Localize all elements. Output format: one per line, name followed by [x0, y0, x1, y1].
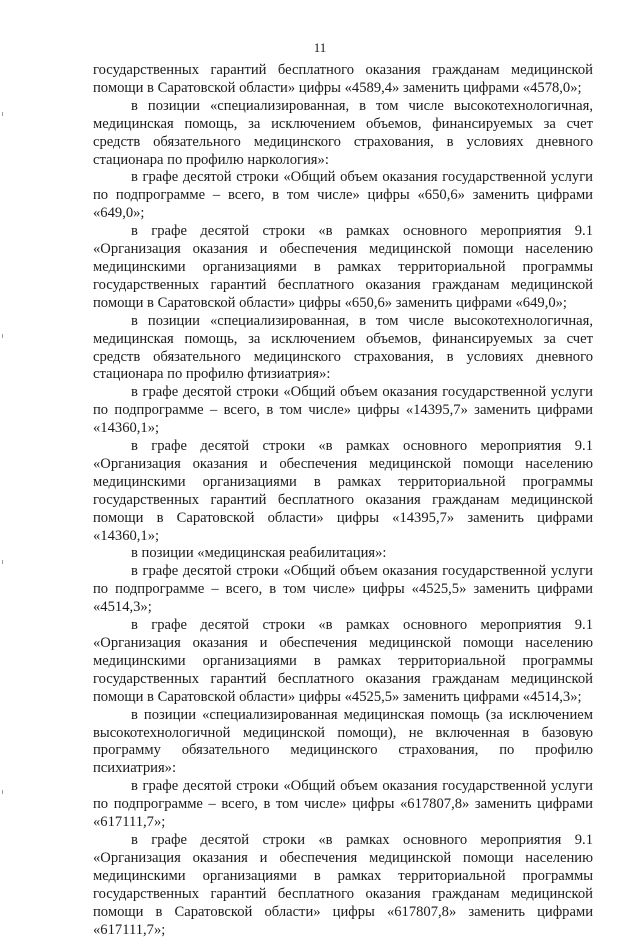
paragraph: государственных гарантий бесплатного оказания гражданам медицинской помощи в Саратовской области» цифры «4589,4» заменить цифрами «4578,0»; [93, 62, 593, 96]
paragraph: в графе десятой строки «Общий объем оказания государственной услуги по подпрограмме – всего, в том числе» цифры «14395,7» заменить цифрами «14360,1»; [93, 384, 593, 437]
paragraph: в позиции «специализированная, в том числе высокотехнологичная, медицинская помощь, за исключением объемов, финансируемых за счет средств обязательного медицинского страхования, в условиях дневного стационара по профилю наркология»: [93, 97, 593, 168]
paragraph: в графе десятой строки «в рамках основного мероприятия 9.1 «Организация оказания и обеспечения медицинской помощи населению медицинскими организациями в рамках территориальной программы государственных гарантий бесплатного оказания гражданам медицинской помощи в Саратовской области» цифры «4525,5» заменить цифрами «4514,3»; [93, 617, 593, 705]
paragraph: в графе десятой строки «в рамках основного мероприятия 9.1 «Организация оказания и обеспечения медицинской помощи населению медицинскими организациями в рамках территориальной программы государственных гарантий бесплатного оказания гражданам медицинской помощи в Саратовской области» цифры «617807,8» заменить цифрами «617111,7»; [93, 831, 593, 938]
paragraph: в позиции «медицинская реабилитация»: [131, 545, 387, 562]
paragraph: в графе десятой строки «Общий объем оказания государственной услуги по подпрограмме – всего, в том числе» цифры «617807,8» заменить цифрами «617111,7»; [93, 778, 593, 831]
paragraph: в графе десятой строки «в рамках основного мероприятия 9.1 «Организация оказания и обеспечения медицинской помощи населению медицинскими организациями в рамках территориальной программы государственных гарантий бесплатного оказания гражданам медицинской помощи в Саратовской области» цифры «14395,7» заменить цифрами «14360,1»; [93, 438, 593, 544]
page-number: 11 [313, 40, 327, 55]
document-body [93, 62, 593, 939]
paragraph: в графе десятой строки «в рамках основного мероприятия 9.1 «Организация оказания и обеспечения медицинской помощи населению медицинскими организациями в рамках территориальной программы государственных гарантий бесплатного оказания гражданам медицинской помощи в Саратовской области» цифры «650,6» заменить цифрами «649,0»; [93, 223, 593, 311]
paragraph: в позиции «специализированная, в том числе высокотехнологичная, медицинская помощь, за исключением объемов, финансируемых за счет средств обязательного медицинского страхования, в условиях дневного стационара по профилю фтизиатрия»: [93, 312, 593, 383]
scan-artifact [2, 790, 3, 794]
scan-artifact [2, 560, 3, 564]
paragraph: в позиции «специализированная медицинская помощь (за исключением высокотехнологичной медицинской помощи), не включенная в базовую программу обязательного медицинского страхования, по профилю психиатрия»: [93, 706, 593, 777]
scan-artifact [2, 112, 3, 116]
paragraph: в графе десятой строки «Общий объем оказания государственной услуги по подпрограмме – всего, в том числе» цифры «650,6» заменить цифрами «649,0»; [93, 169, 593, 222]
scan-artifact [2, 334, 3, 338]
paragraph: в графе десятой строки «Общий объем оказания государственной услуги по подпрограмме – всего, в том числе» цифры «4525,5» заменить цифрами «4514,3»; [93, 563, 593, 616]
